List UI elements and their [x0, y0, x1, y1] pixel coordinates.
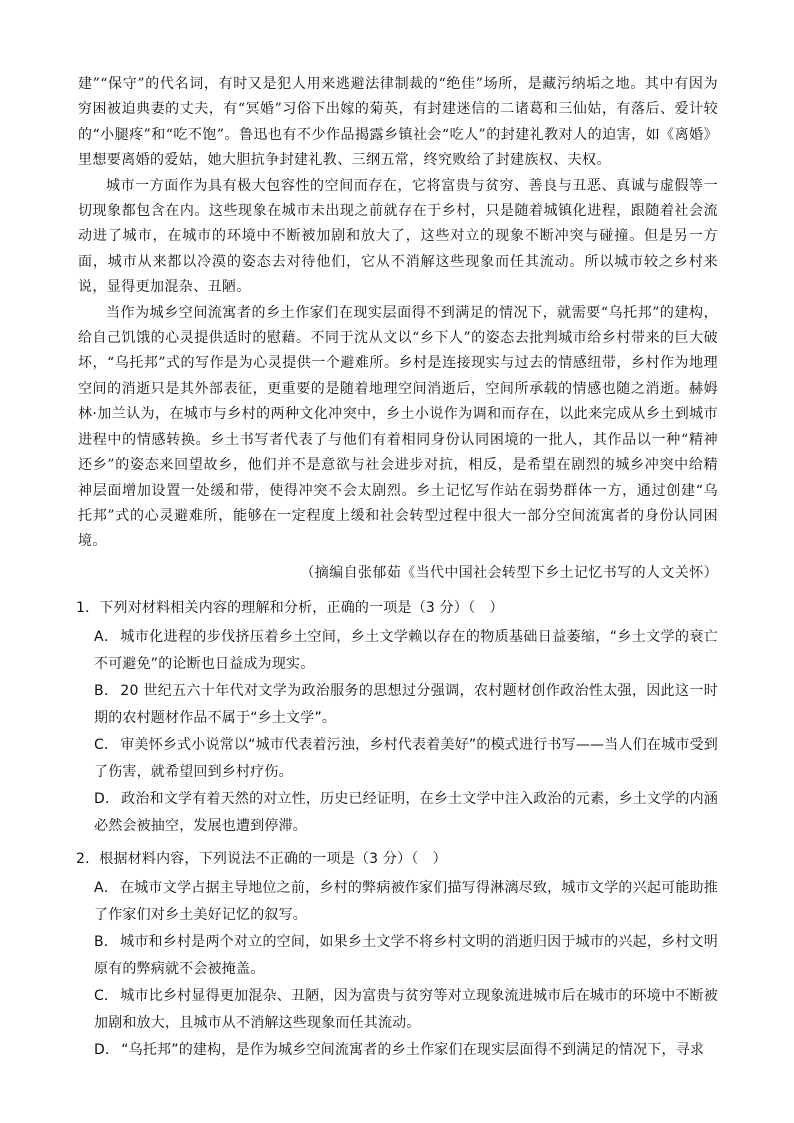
option-label: A．: [94, 629, 119, 645]
reading-passage: [78, 72, 718, 586]
option-label: C．: [94, 737, 119, 753]
option-b[interactable]: [76, 929, 718, 983]
option-text: 城市化进程的步伐挤压着乡土空间，乡土文学赖以存在的物质基础日益萎缩，“乡土文学的衰亡不可避免”的论断也日益成为现实。: [94, 629, 718, 672]
passage-source: （摘编自张郁茹《当代中国社会转型下乡土记忆书写的人文关怀）: [300, 564, 718, 581]
passage-paragraph-3: 当作为城乡空间流寓者的乡土作家们在现实层面得不到满足的情况下，就需要“乌托邦”的建构，给自己饥饿的心灵提供适时的慰藉。不同于沈从文以“乡下人”的姿态去批判城市给乡村带来的巨大破坏，“乌托邦”式的写作是为心灵提供一个避难所。乡村是连接现实与过去的情感纽带，乡村作为地理空间的消逝只是其外部表征，更重要的是随着地理空间消逝后，空间所承载的情感也随之消逝。赫姆林·加兰认为，在城市与乡村的两种文化冲突中，乡土小说作为调和而存在，以此来完成从乡土到城市进程中的情感转换。乡土书写者代表了与他们有着相同身份认同困境的一批人，其作品以一种“精神还乡”的姿态来回望故乡，他们并不是意欲与社会进步对抗，相反，是希望在剧烈的城乡冲突中给精神层面增加设置一处缓和带，使得冲突不会太剧烈。乡土记忆写作站在弱势群体一方，通过创建“乌托邦”式的心灵避难所，能够在一定程度上缓和社会转型过程中很大一部分空间流寓者的身份认同困境。: [78, 304, 718, 550]
option-label: C．: [94, 988, 119, 1004]
option-b[interactable]: [76, 678, 718, 732]
option-label: B．: [94, 683, 119, 699]
option-label: B．: [94, 934, 119, 950]
option-text: 审美怀乡式小说常以“城市代表着污浊，乡村代表着美好”的模式进行书写——当人们在城市受到了伤害，就希望回到乡村疗伤。: [94, 737, 718, 780]
question-stem: 1．下列对材料相关内容的理解和分析，正确的一项是（3 分）（ ）: [76, 600, 504, 616]
question-1: [76, 595, 718, 840]
option-text: 政治和文学有着天然的对立性，历史已经证明，在乡土文学中注入政治的元素，乡土文学的内涵必然会被抽空，发展也遭到停滞。: [94, 791, 718, 834]
option-label: D．: [94, 1042, 120, 1058]
option-d[interactable]: [76, 1037, 718, 1064]
option-a[interactable]: [76, 875, 718, 929]
option-text: “乌托邦”的建构，是作为城乡空间流寓者的乡土作家们在现实层面得不到满足的情况下，寻求: [121, 1042, 705, 1058]
option-a[interactable]: [76, 624, 718, 678]
option-text: 20 世纪五六十年代对文学为政治服务的思想过分强调，农村题材创作政治性太强，因此这一时期的农村题材作品不属于“乡土文学”。: [94, 683, 718, 726]
option-text: 在城市文学占据主导地位之前，乡村的弊病被作家们描写得淋漓尽致，城市文学的兴起可能助推了作家们对乡土美好记忆的叙写。: [94, 880, 718, 923]
option-c[interactable]: [76, 983, 718, 1037]
passage-paragraph-1: 建”“保守”的代名词，有时又是犯人用来逃避法律制裁的“绝佳”场所，是藏污纳垢之地。其中有因为穷困被迫典妻的丈夫，有“冥婚”习俗下出嫁的菊英，有封建迷信的二诸葛和三仙姑，有落后、爱计较的“小腿疼”和“吃不饱”。鲁迅也有不少作品揭露乡镇社会“吃人”的封建礼教对人的迫害，如《离婚》里想要离婚的爱姑，她大胆抗争封建礼教、三纲五常，终究败给了封建族权、夫权。: [78, 76, 718, 169]
question-stem: 2．根据材料内容，下列说法不正确的一项是（3 分）（ ）: [76, 851, 447, 867]
option-d[interactable]: [76, 786, 718, 840]
question-list: [76, 595, 718, 1070]
option-text: 城市比乡村显得更加混杂、丑陋，因为富贵与贫穷等对立现象流进城市后在城市的环境中不断被加剧和放大，且城市从不消解这些现象而任其流动。: [94, 988, 718, 1031]
option-text: 城市和乡村是两个对立的空间，如果乡土文学不将乡村文明的消逝归因于城市的兴起，乡村文明原有的弊病就不会被掩盖。: [94, 934, 718, 977]
question-2: [76, 846, 718, 1064]
option-label: A．: [94, 880, 119, 896]
passage-paragraph-2: 城市一方面作为具有极大包容性的空间而存在，它将富贵与贫穷、善良与丑恶、真诚与虚假等一切现象都包含在内。这些现象在城市未出现之前就存在于乡村，只是随着城镇化进程，跟随着社会流动进了城市，在城市的环境中不断被加剧和放大了，这些对立的现象不断冲突与碰撞。但是另一方面，城市从来都以冷漠的姿态去对待他们，它从不消解这些现象而任其流动。所以城市较之乡村来说，显得更加混杂、丑陋。: [78, 177, 718, 296]
option-c[interactable]: [76, 732, 718, 786]
option-label: D．: [94, 791, 120, 807]
